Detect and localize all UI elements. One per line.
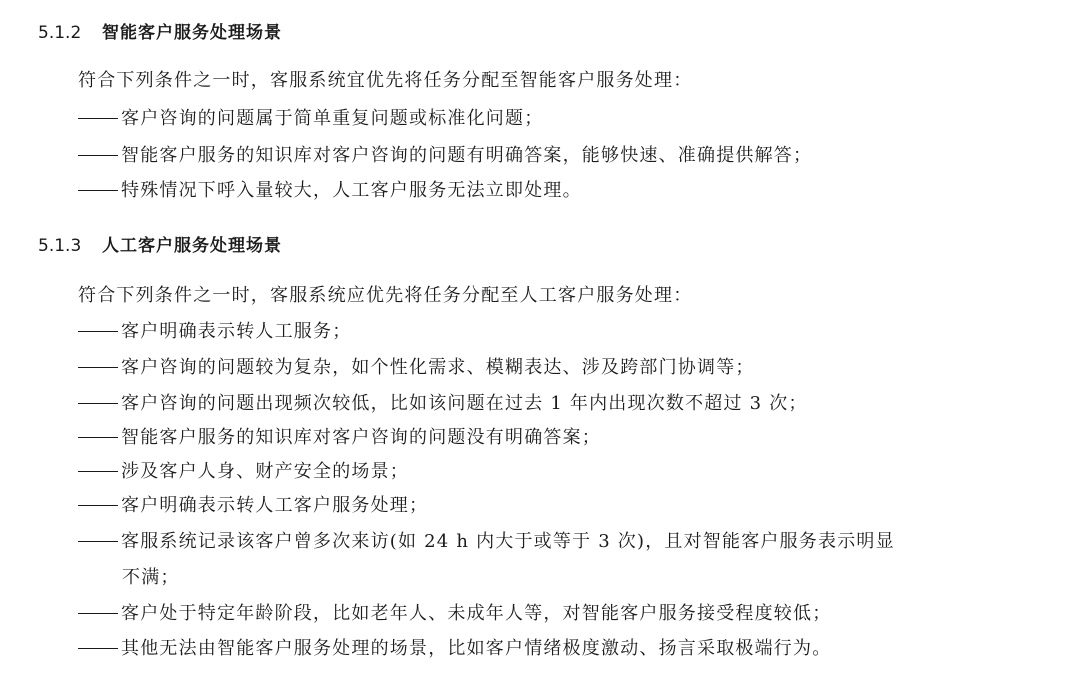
list-item <box>78 104 543 130</box>
section-number: 5.1.3 <box>38 236 82 256</box>
list-item-text: 智能客户服务的知识库对客户咨询的问题没有明确答案； <box>121 427 601 448</box>
list-item <box>78 141 812 167</box>
dash-marker <box>78 118 118 119</box>
list-item-text: 客户处于特定年龄阶段，比如老年人、未成年人等，对智能客户服务接受程度较低； <box>121 603 832 624</box>
section-intro: 符合下列条件之一时，客服系统应优先将任务分配至人工客户服务处理： <box>78 285 693 306</box>
list-item <box>78 457 409 483</box>
list-item <box>78 176 582 202</box>
list-item <box>78 599 831 625</box>
list-item-text: 其他无法由智能客户服务处理的场景，比如客户情绪极度激动、扬言采取极端行为。 <box>121 638 832 659</box>
section-intro: 符合下列条件之一时，客服系统宜优先将任务分配至智能客户服务处理： <box>78 70 693 91</box>
list-item-text: 客户咨询的问题出现频次较低，比如该问题在过去 1 年内出现次数不超过 3 次； <box>121 393 808 414</box>
list-item-text: 智能客户服务的知识库对客户咨询的问题有明确答案，能够快速、准确提供解答； <box>121 145 813 166</box>
section-title: 智能客户服务处理场景 <box>102 23 282 43</box>
list-item <box>78 491 428 517</box>
dash-marker <box>78 155 118 156</box>
list-item-text: 客户明确表示转人工服务； <box>121 321 352 342</box>
list-item <box>78 527 895 553</box>
dash-marker <box>78 437 118 438</box>
section-heading <box>38 18 282 43</box>
dash-marker <box>78 541 118 542</box>
dash-marker <box>78 367 118 368</box>
list-item <box>78 353 755 379</box>
list-item-text: 客户咨询的问题属于简单重复问题或标准化问题； <box>121 108 544 129</box>
list-item <box>78 317 351 343</box>
list-item-continuation: 不满； <box>122 567 180 588</box>
list-item <box>78 634 831 660</box>
dash-marker <box>78 471 118 472</box>
dash-marker <box>78 505 118 506</box>
list-item-text: 特殊情况下呼入量较大，人工客户服务无法立即处理。 <box>121 180 582 201</box>
list-item <box>78 389 808 415</box>
list-item <box>78 423 601 449</box>
section-heading <box>38 231 282 256</box>
dash-marker <box>78 613 118 614</box>
dash-marker <box>78 648 118 649</box>
section-number: 5.1.2 <box>38 23 82 43</box>
list-item-text: 客户咨询的问题较为复杂，如个性化需求、模糊表达、涉及跨部门协调等； <box>121 357 755 378</box>
dash-marker <box>78 190 118 191</box>
dash-marker <box>78 331 118 332</box>
list-item-text: 客服系统记录该客户曾多次来访(如 24 h 内大于或等于 3 次)，且对智能客户服务表示明显 <box>121 531 895 552</box>
section-title: 人工客户服务处理场景 <box>102 236 282 256</box>
list-item-text: 客户明确表示转人工客户服务处理； <box>121 495 429 516</box>
list-item-text: 涉及客户人身、财产安全的场景； <box>121 461 409 482</box>
dash-marker <box>78 403 118 404</box>
